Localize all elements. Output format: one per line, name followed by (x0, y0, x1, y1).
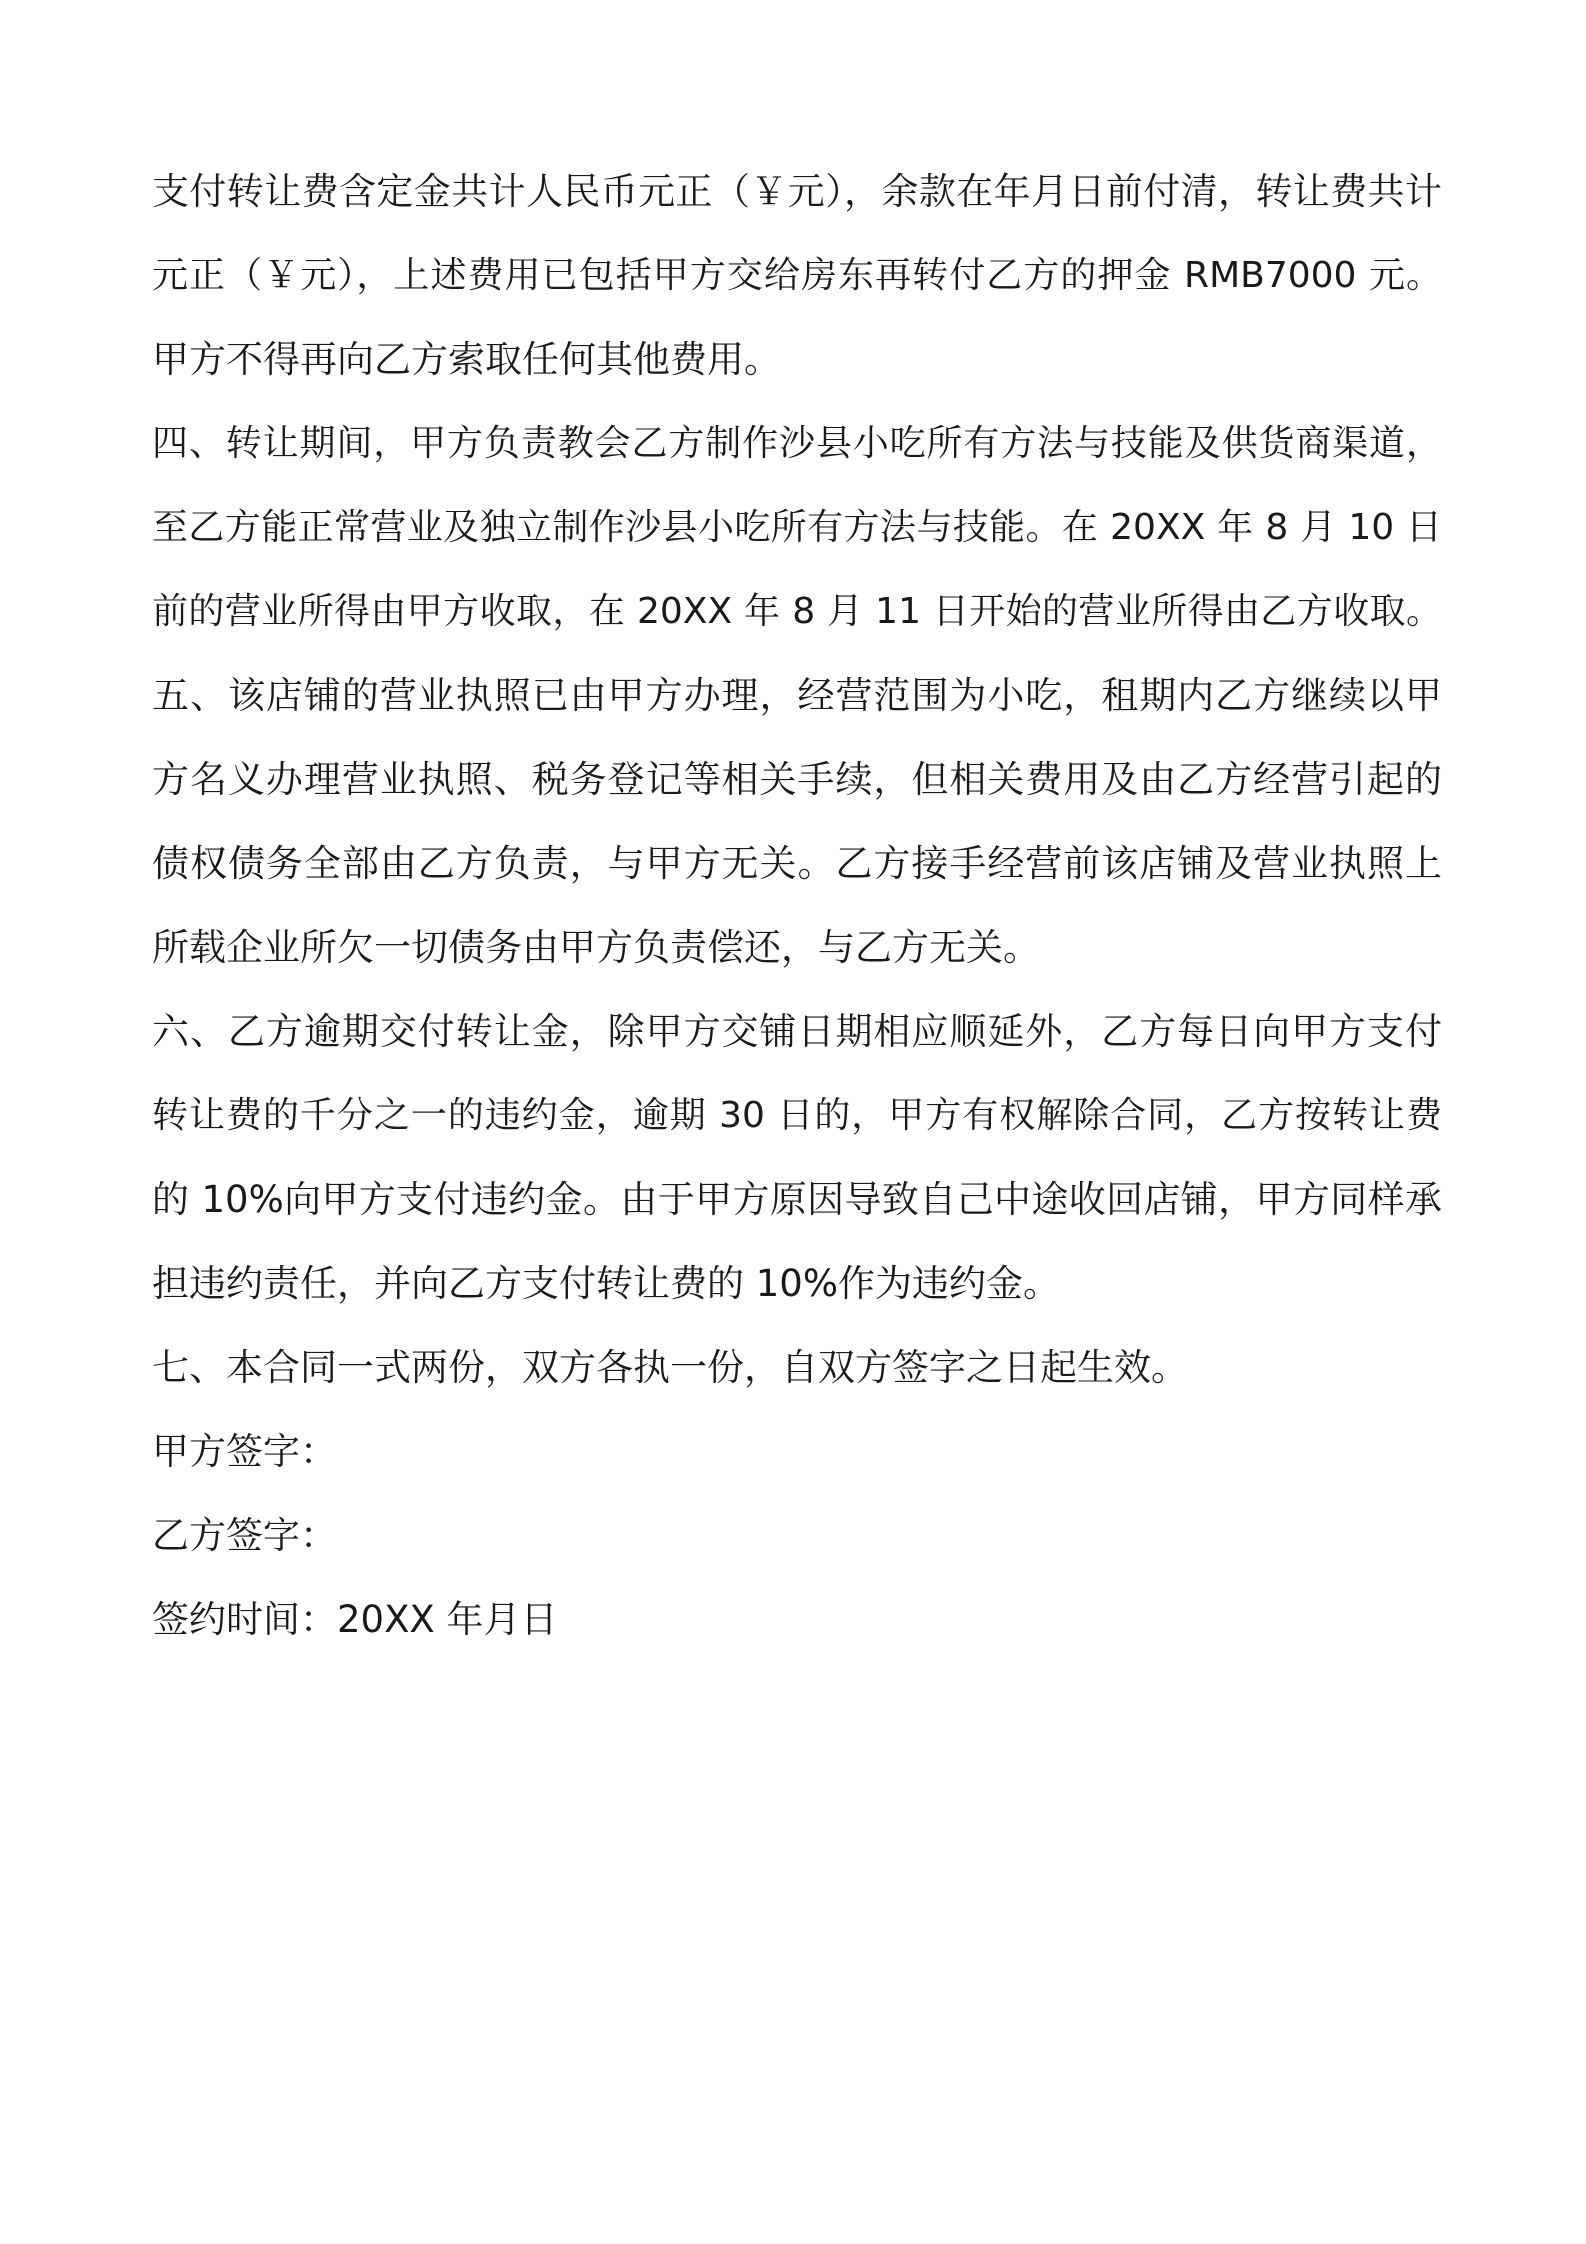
paragraph-line: 甲方不得再向乙方索取任何其他费用。 (152, 338, 781, 381)
party-b-signature-label: 乙方签字： (152, 1514, 337, 1557)
clause-six-line: 的 10%向甲方支付违约金。由于甲方原因导致自己中途收回店铺，甲方同样承 (152, 1178, 1442, 1221)
clause-seven-line: 七、本合同一式两份，双方各执一份，自双方签字之日起生效。 (152, 1346, 1188, 1389)
clause-five-line: 方名义办理营业执照、税务登记等相关手续，但相关费用及由乙方经营引起的 (152, 758, 1442, 801)
clause-five-line: 所载企业所欠一切债务由甲方负责偿还，与乙方无关。 (152, 926, 1040, 969)
party-a-signature-label: 甲方签字： (152, 1430, 337, 1473)
clause-six-line: 担违约责任，并向乙方支付转让费的 10%作为违约金。 (152, 1262, 1060, 1305)
clause-four-line: 至乙方能正常营业及独立制作沙县小吃所有方法与技能。在 20XX 年 8 月 10 日 (152, 507, 1442, 548)
clause-four-line: 四、转让期间，甲方负责教会乙方制作沙县小吃所有方法与技能及供货商渠道， (152, 423, 1442, 464)
clause-six-line: 转让费的千分之一的违约金，逾期 30 日的，甲方有权解除合同，乙方按转让费 (152, 1095, 1442, 1136)
clause-five-line: 五、该店铺的营业执照已由甲方办理，经营范围为小吃，租期内乙方继续以甲 (152, 674, 1442, 717)
clause-six-line: 六、乙方逾期交付转让金，除甲方交铺日期相应顺延外，乙方每日向甲方支付 (152, 1010, 1442, 1053)
clause-four-line: 前的营业所得由甲方收取，在 20XX 年 8 月 11 日开始的营业所得由乙方收取。 (152, 591, 1442, 632)
contract-body (152, 150, 1442, 1662)
clause-five-line: 债权债务全部由乙方负责，与甲方无关。乙方接手经营前该店铺及营业执照上 (152, 842, 1442, 885)
paragraph-line: 支付转让费含定金共计人民币元正（￥元），余款在年月日前付清，转让费共计 (152, 170, 1442, 213)
paragraph-line: 元正（￥元），上述费用已包括甲方交给房东再转付乙方的押金 RMB7000 元。 (152, 255, 1442, 296)
signing-date-label: 签约时间：20XX 年月日 (152, 1598, 558, 1641)
